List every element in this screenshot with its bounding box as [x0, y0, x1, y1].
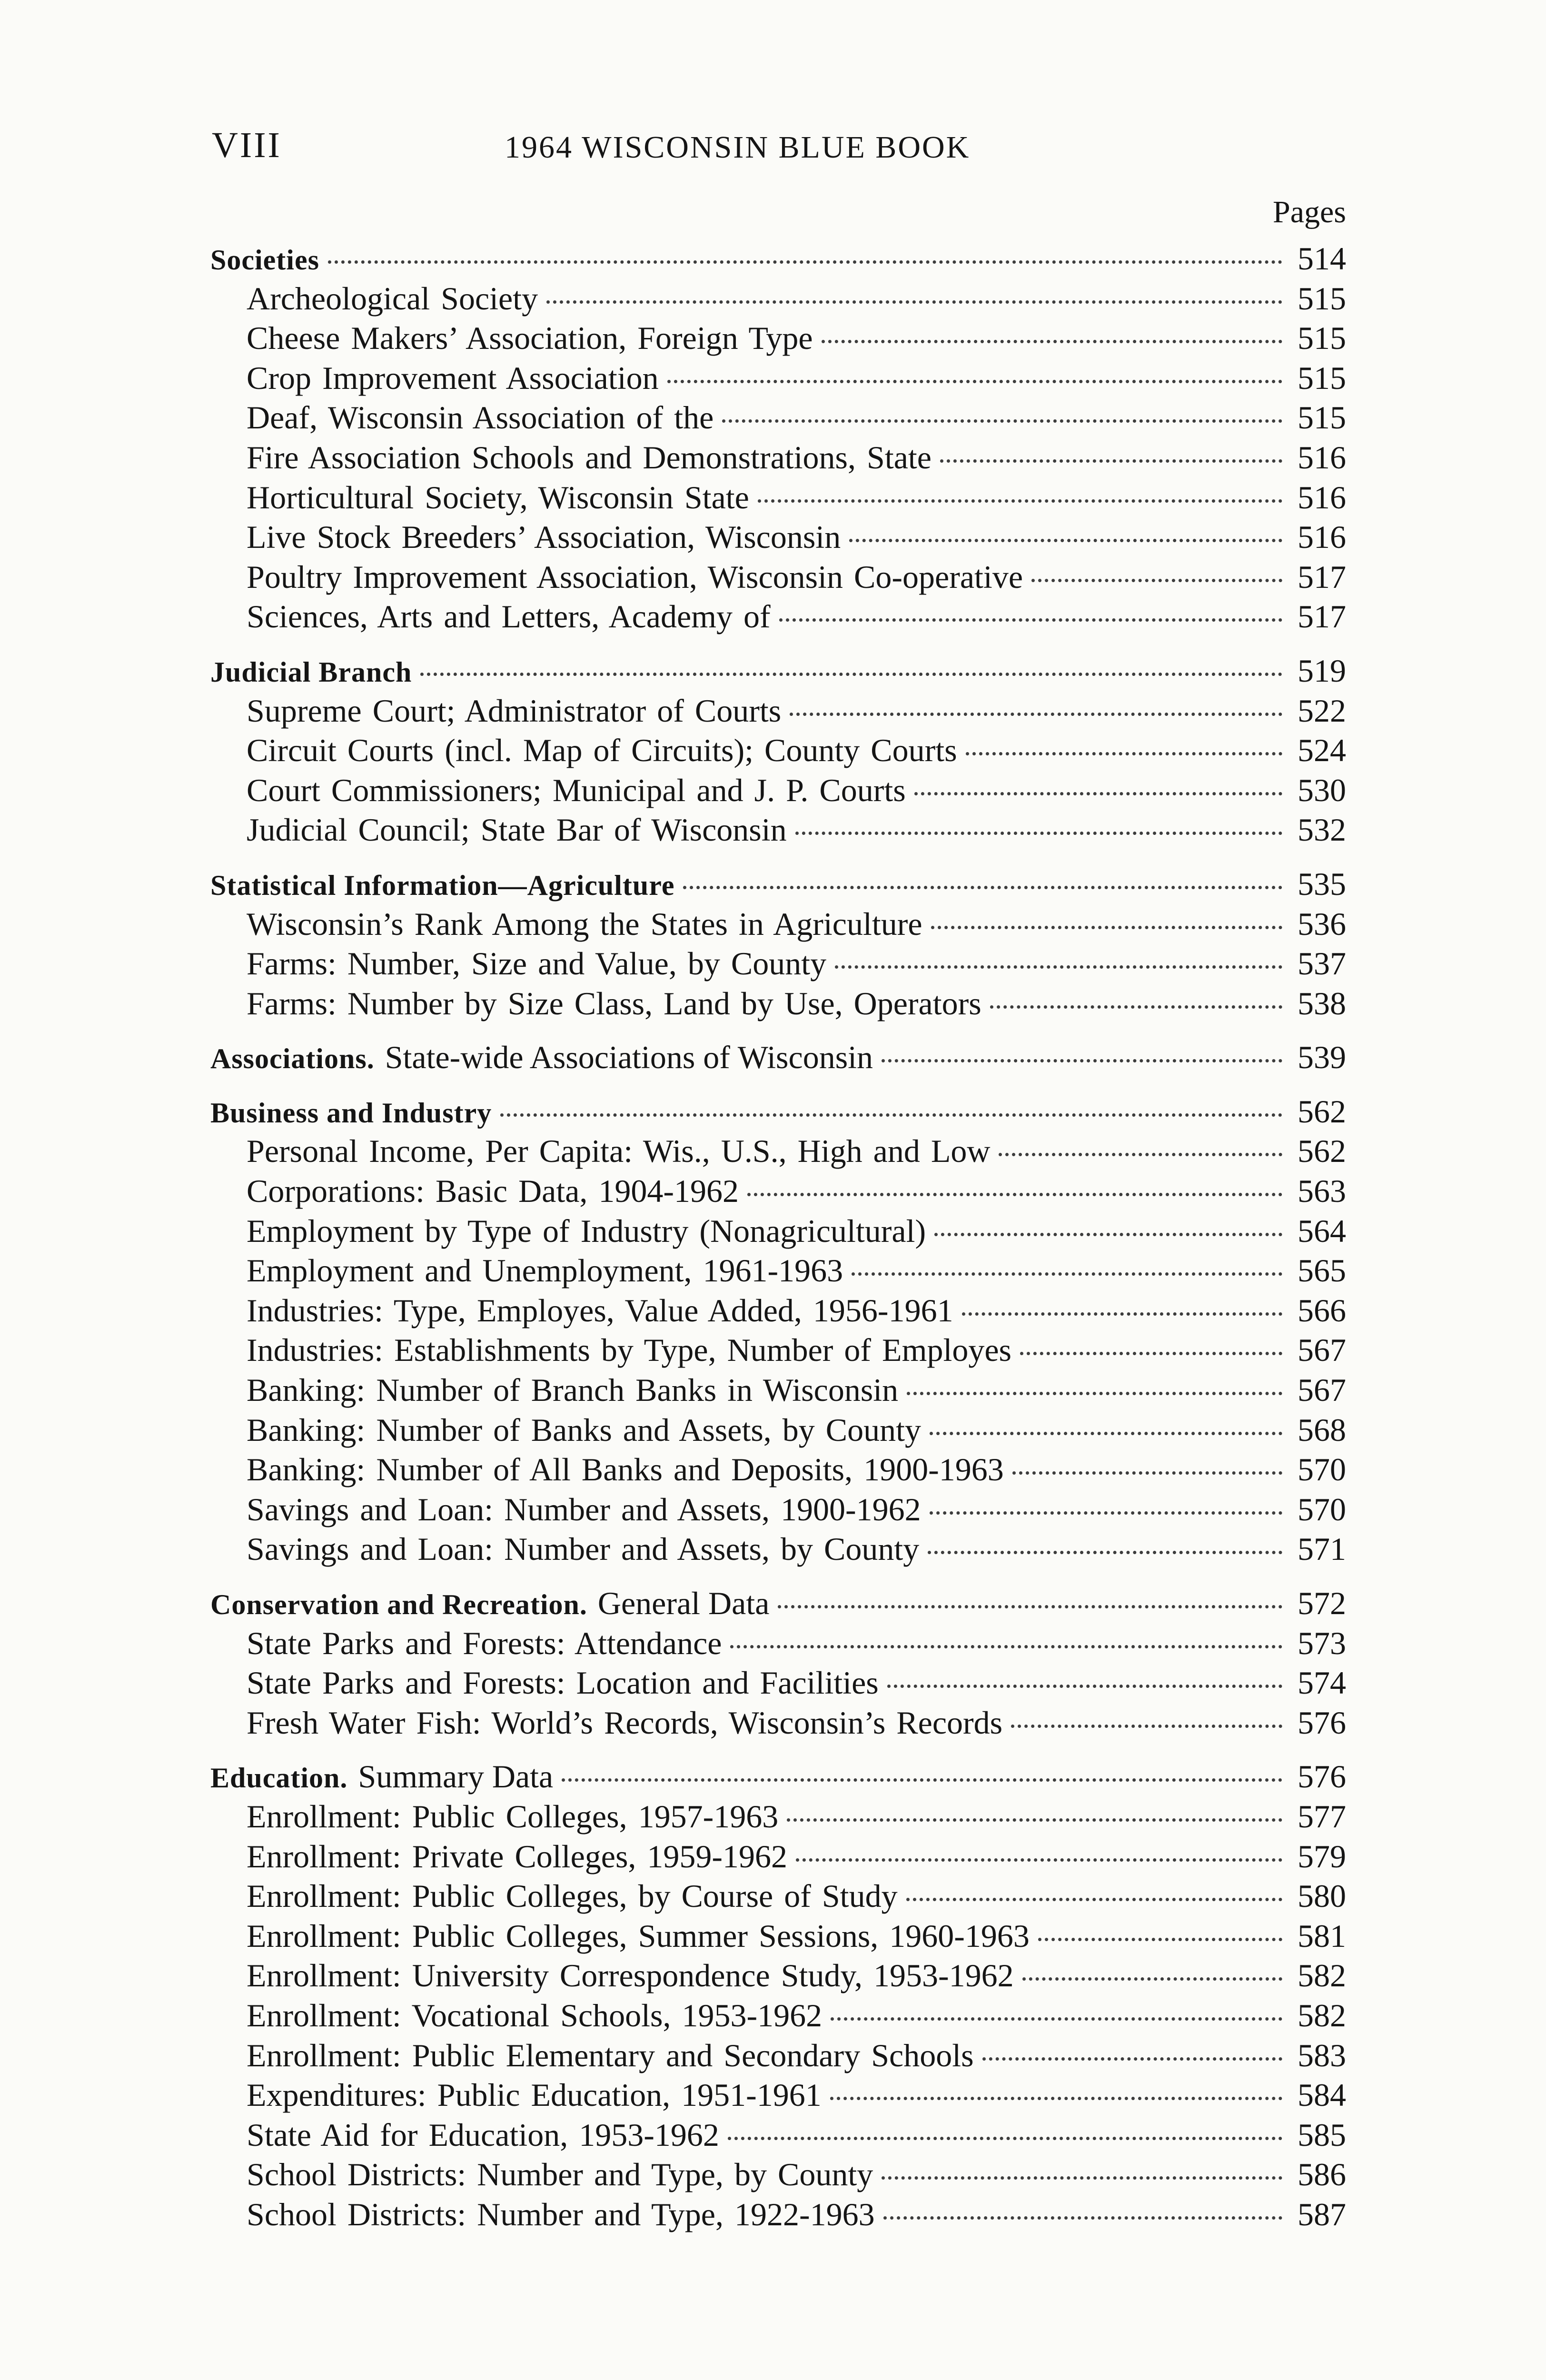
- dot-leader: [758, 499, 1282, 503]
- dot-leader: [546, 300, 1282, 304]
- toc-section-heading-row: [210, 1757, 1346, 1797]
- page-reference: 570: [1298, 1451, 1346, 1488]
- page-reference: 576: [1298, 1704, 1346, 1741]
- dot-leader: [779, 618, 1282, 622]
- toc-entry: [210, 731, 1346, 771]
- toc-section: [210, 1092, 1346, 1569]
- page-reference: 574: [1298, 1665, 1346, 1701]
- page-reference: 538: [1298, 985, 1346, 1021]
- dot-leader: [1038, 1938, 1282, 1941]
- entry-title: Industries: Establishments by Type, Number of Employes: [247, 1332, 1012, 1368]
- dot-leader: [787, 1818, 1282, 1822]
- page-reference: 563: [1298, 1173, 1346, 1210]
- page-reference: 586: [1298, 2156, 1346, 2193]
- toc-entry: [210, 1410, 1346, 1450]
- page-reference: 571: [1298, 1531, 1346, 1567]
- entry-title: Enrollment: Private Colleges, 1959-1962: [247, 1838, 788, 1874]
- dot-leader: [930, 1511, 1282, 1515]
- toc-entry: [210, 1490, 1346, 1530]
- toc-section: [210, 651, 1346, 850]
- toc-entry: [210, 318, 1346, 358]
- entry-title: Archeological Society: [247, 280, 538, 317]
- dot-leader: [730, 1645, 1282, 1648]
- entry-title: Corporations: Basic Data, 1904-1962: [247, 1173, 739, 1210]
- page-reference: 565: [1298, 1252, 1346, 1289]
- entry-title: Enrollment: Public Colleges, by Course of Study: [247, 1878, 898, 1914]
- dot-leader: [1012, 1471, 1282, 1475]
- entry-title: Banking: Number of Branch Banks in Wisconsin: [247, 1372, 899, 1408]
- page-reference: 516: [1298, 479, 1346, 516]
- entry-title: Supreme Court; Administrator of Courts: [247, 692, 782, 729]
- dot-leader: [835, 965, 1282, 969]
- page-reference: 576: [1298, 1758, 1346, 1795]
- page-reference: 515: [1298, 320, 1346, 357]
- page-reference: 530: [1298, 772, 1346, 808]
- toc-section: [210, 864, 1346, 1023]
- entry-title: Personal Income, Per Capita: Wis., U.S., High and Low: [247, 1133, 991, 1170]
- toc-entry: [210, 2075, 1346, 2115]
- entry-title: Fire Association Schools and Demonstrations, State: [247, 439, 932, 476]
- page-reference: 524: [1298, 732, 1346, 769]
- toc-entry: [210, 1171, 1346, 1211]
- toc-entry: [210, 904, 1346, 944]
- entry-title: Employment by Type of Industry (Nonagricultural): [247, 1212, 926, 1249]
- toc-entry: [210, 1837, 1346, 1877]
- entry-title: Deaf, Wisconsin Association of the: [247, 399, 714, 436]
- entry-title: State Parks and Forests: Location and Facilities: [247, 1665, 879, 1701]
- section-heading: Judicial Branch: [210, 656, 412, 688]
- toc-entry: [210, 1876, 1346, 1916]
- toc-entry: [210, 1291, 1346, 1331]
- page-reference: 515: [1298, 359, 1346, 396]
- page-reference: 539: [1298, 1039, 1346, 1076]
- page-reference: 522: [1298, 692, 1346, 729]
- entry-title: Expenditures: Public Education, 1951-1961: [247, 2077, 822, 2113]
- toc-section-heading-row: [210, 864, 1346, 904]
- dot-leader: [831, 2017, 1282, 2021]
- toc-entry: [210, 279, 1346, 319]
- toc-entry: [210, 984, 1346, 1024]
- entry-title: Enrollment: Public Colleges, 1957-1963: [247, 1798, 779, 1835]
- toc-section: [210, 1584, 1346, 1743]
- page-reference: 573: [1298, 1625, 1346, 1661]
- section-heading-subtitle: General Data: [597, 1585, 770, 1621]
- toc-entry: [210, 557, 1346, 597]
- entry-title: Crop Improvement Association: [247, 359, 659, 396]
- dot-leader: [500, 1113, 1282, 1117]
- dot-leader: [795, 832, 1282, 835]
- toc-section-heading-row: [210, 239, 1346, 279]
- dot-leader: [914, 792, 1282, 795]
- toc-section: [210, 1757, 1346, 2234]
- page-reference: 532: [1298, 812, 1346, 848]
- page-reference: 583: [1298, 2037, 1346, 2073]
- toc-entry: [210, 1624, 1346, 1664]
- section-heading: Associations.: [210, 1043, 375, 1075]
- page-number: VIII: [212, 125, 282, 165]
- dot-leader: [882, 1059, 1282, 1062]
- section-heading-subtitle: State-wide Associations of Wisconsin: [385, 1039, 873, 1076]
- toc-entry: [210, 1703, 1346, 1743]
- page-reference: 536: [1298, 905, 1346, 942]
- dot-leader: [667, 380, 1282, 383]
- entry-title: Poultry Improvement Association, Wisconsin Co-operative: [247, 558, 1023, 595]
- dot-leader: [931, 926, 1282, 929]
- section-heading: Statistical Information—Agriculture: [210, 869, 675, 901]
- entry-title: Circuit Courts (incl. Map of Circuits); County Courts: [247, 732, 957, 769]
- toc-entry: [210, 478, 1346, 518]
- page-reference: 537: [1298, 945, 1346, 982]
- entry-title: State Parks and Forests: Attendance: [247, 1625, 722, 1661]
- toc-entry: [210, 1916, 1346, 1956]
- entry-title: Horticultural Society, Wisconsin State: [247, 479, 749, 516]
- dot-leader: [562, 1778, 1282, 1782]
- dot-leader: [928, 1551, 1282, 1554]
- entry-title: Live Stock Breeders’ Association, Wisconsin: [247, 519, 841, 555]
- dot-leader: [1031, 579, 1282, 582]
- dot-leader: [728, 2137, 1282, 2140]
- toc-entry: [210, 810, 1346, 850]
- dot-leader: [940, 459, 1282, 463]
- toc-entry: [210, 1663, 1346, 1703]
- entry-title: School Districts: Number and Type, by County: [247, 2156, 873, 2193]
- dot-leader: [722, 419, 1282, 423]
- dot-leader: [887, 1685, 1282, 1688]
- entry-title: Fresh Water Fish: World’s Records, Wisconsin’s Records: [247, 1704, 1003, 1741]
- toc-entry: [210, 2036, 1346, 2076]
- entry-title: Savings and Loan: Number and Assets, 1900-1962: [247, 1491, 921, 1527]
- toc-entry: [210, 358, 1346, 398]
- toc-section-heading-row: [210, 1092, 1346, 1132]
- entry-title: Court Commissioners; Municipal and J. P. Courts: [247, 772, 906, 808]
- page-reference: 514: [1298, 240, 1346, 277]
- toc-entry: [210, 771, 1346, 811]
- entry-title: Banking: Number of All Banks and Deposits, 1900-1963: [247, 1451, 1004, 1488]
- toc-entry: [210, 2195, 1346, 2235]
- page-reference: 579: [1298, 1838, 1346, 1874]
- dot-leader: [747, 1193, 1282, 1196]
- page-reference: 562: [1298, 1133, 1346, 1170]
- entry-title: Farms: Number, Size and Value, by County: [247, 945, 827, 982]
- dot-leader: [930, 1432, 1282, 1435]
- entry-title: Wisconsin’s Rank Among the States in Agriculture: [247, 905, 922, 942]
- dot-leader: [906, 1898, 1282, 1901]
- dot-leader: [934, 1233, 1282, 1236]
- toc-entry: [210, 944, 1346, 984]
- entry-title: Cheese Makers’ Association, Foreign Type: [247, 320, 813, 357]
- page-reference: 570: [1298, 1491, 1346, 1527]
- page-reference: 584: [1298, 2077, 1346, 2113]
- dot-leader: [882, 2176, 1282, 2180]
- toc-entry: [210, 1450, 1346, 1490]
- dot-leader: [328, 260, 1282, 264]
- page-reference: 582: [1298, 1997, 1346, 2033]
- pages-column-label: Pages: [1273, 195, 1346, 229]
- dot-leader: [966, 752, 1282, 755]
- dot-leader: [830, 2097, 1282, 2100]
- page-reference: 562: [1298, 1093, 1346, 1130]
- toc-section-heading-row: [210, 651, 1346, 691]
- page-reference: 517: [1298, 558, 1346, 595]
- toc-entry: [210, 438, 1346, 478]
- toc-entry: [210, 1251, 1346, 1291]
- section-heading: Conservation and Recreation.: [210, 1589, 587, 1620]
- dot-leader: [883, 2216, 1282, 2220]
- entry-title: Employment and Unemployment, 1961-1963: [247, 1252, 843, 1289]
- page-reference: 517: [1298, 598, 1346, 635]
- entry-title: Industries: Type, Employes, Value Added, 1956-1961: [247, 1292, 953, 1329]
- page-reference: 515: [1298, 399, 1346, 436]
- toc-entry: [210, 1211, 1346, 1251]
- toc-entry: [210, 691, 1346, 731]
- toc-entry: [210, 1797, 1346, 1837]
- section-heading-subtitle: Summary Data: [358, 1758, 554, 1795]
- page-reference: 567: [1298, 1332, 1346, 1368]
- table-of-contents: [210, 239, 1346, 2249]
- dot-leader: [790, 713, 1282, 716]
- toc-section-heading-row: [210, 1584, 1346, 1624]
- entry-title: Farms: Number by Size Class, Land by Use, Operators: [247, 985, 981, 1021]
- entry-title: Enrollment: University Correspondence Study, 1953-1962: [247, 1957, 1014, 1994]
- dot-leader: [1022, 1977, 1282, 1981]
- dot-leader: [982, 2057, 1282, 2061]
- page-reference: 516: [1298, 519, 1346, 555]
- dot-leader: [990, 1005, 1282, 1009]
- dot-leader: [822, 340, 1283, 343]
- entry-title: Savings and Loan: Number and Assets, by County: [247, 1531, 920, 1567]
- toc-entry: [210, 1529, 1346, 1569]
- page-reference: 519: [1298, 652, 1346, 689]
- section-heading: Business and Industry: [210, 1097, 492, 1129]
- dot-leader: [849, 539, 1282, 542]
- toc-section: [210, 239, 1346, 637]
- toc-entry: [210, 517, 1346, 557]
- page-reference: 585: [1298, 2116, 1346, 2153]
- entry-title: Enrollment: Public Colleges, Summer Sessions, 1960-1963: [247, 1917, 1030, 1954]
- page-reference: 564: [1298, 1212, 1346, 1249]
- dot-leader: [1011, 1725, 1282, 1728]
- toc-entry: [210, 1370, 1346, 1410]
- entry-title: Judicial Council; State Bar of Wisconsin: [247, 812, 787, 848]
- page-reference: 515: [1298, 280, 1346, 317]
- entry-title: Sciences, Arts and Letters, Academy of: [247, 598, 771, 635]
- dot-leader: [683, 886, 1282, 889]
- toc-entry: [210, 1996, 1346, 2036]
- toc-entry: [210, 1956, 1346, 1996]
- entry-title: State Aid for Education, 1953-1962: [247, 2116, 719, 2153]
- section-heading: Education.: [210, 1762, 348, 1794]
- page-reference: 566: [1298, 1292, 1346, 1329]
- page-reference: 582: [1298, 1957, 1346, 1994]
- entry-title: Enrollment: Vocational Schools, 1953-1962: [247, 1997, 823, 2033]
- entry-title: Enrollment: Public Elementary and Secondary Schools: [247, 2037, 974, 2073]
- dot-leader: [907, 1392, 1282, 1395]
- toc-entry: [210, 1131, 1346, 1171]
- running-title: 1964 WISCONSIN BLUE BOOK: [505, 130, 971, 165]
- dot-leader: [778, 1605, 1282, 1608]
- dot-leader: [999, 1153, 1282, 1156]
- page-reference: 535: [1298, 865, 1346, 902]
- toc-entry: [210, 2115, 1346, 2155]
- toc-entry: [210, 597, 1346, 637]
- entry-title: Banking: Number of Banks and Assets, by County: [247, 1411, 922, 1448]
- toc-entry: [210, 398, 1346, 438]
- dot-leader: [852, 1272, 1282, 1276]
- page-reference: 587: [1298, 2196, 1346, 2232]
- toc-entry: [210, 1330, 1346, 1370]
- entry-title: School Districts: Number and Type, 1922-1963: [247, 2196, 875, 2232]
- section-heading: Societies: [210, 244, 319, 276]
- page-reference: 580: [1298, 1878, 1346, 1914]
- toc-entry: [210, 2155, 1346, 2195]
- page-reference: 516: [1298, 439, 1346, 476]
- page-reference: 568: [1298, 1411, 1346, 1448]
- page-reference: 577: [1298, 1798, 1346, 1835]
- dot-leader: [420, 673, 1282, 676]
- page-reference: 572: [1298, 1585, 1346, 1621]
- dot-leader: [796, 1858, 1282, 1862]
- dot-leader: [1020, 1352, 1282, 1355]
- dot-leader: [962, 1312, 1282, 1316]
- page-reference: 567: [1298, 1372, 1346, 1408]
- toc-section-heading-row: [210, 1038, 1346, 1078]
- page-reference: 581: [1298, 1917, 1346, 1954]
- toc-section: [210, 1038, 1346, 1078]
